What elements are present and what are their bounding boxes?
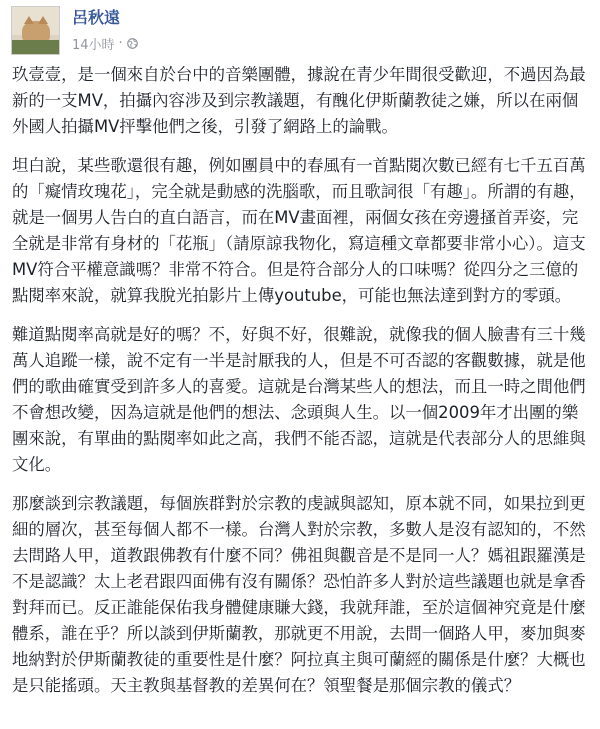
post-body (12, 62, 594, 712)
post-paragraph-3: 難道點閱率高就是好的嗎？不，好與不好，很難說，就像我的個人臉書有三十幾萬人追蹤一樣，說不定有一半是討厭我的人，但是不可否認的客觀數據，就是他們的歌曲確實受到許多人的喜愛。這就是台灣某些人的想法，而且一時之間他們不會想改變，因為這就是他們的想法、念頭與人生。以一個2009年才出團的樂團來說，有單曲的點閱率如此之高，我們不能否認，這就是代表部分人的思維與文化。 (12, 325, 586, 474)
post-header (11, 6, 138, 58)
post-paragraph-1: 玖壹壹，是一個來自於台中的音樂團體，據說在青少年間很受歡迎，不過因為最新的一支MV，拍攝內容涉及到宗教議題，有醜化伊斯蘭教徒之嫌，所以在兩個外國人拍攝MV抨擊他們之後，引發了網路上的論戰。 (12, 65, 586, 136)
post-paragraph-2: 坦白說，某些歌還很有趣，例如團員中的春風有一首點閱次數已經有七千五百萬的「癡情玫瑰花」，完全就是動感的洗腦歌，而且歌詞很「有趣」。所謂的有趣，就是一個男人告白的直白語言，而在MV畫面裡，兩個女孩在旁邊搔首弄姿，完全就是非常有身材的「花瓶」（請原諒我物化，寫這種文章都要非常小心）。這支MV符合平權意識嗎？非常不符合。但是符合部分人的口味嗎？從四分之三億的點閱率來說，就算我脫光拍影片上傳youtube，可能也無法達到對方的零頭。 (12, 156, 586, 305)
avatar[interactable] (11, 6, 60, 55)
post-time-row (72, 34, 138, 53)
post-paragraph-4: 那麼談到宗教議題，每個族群對於宗教的虔誠與認知，原本就不同，如果拉到更細的層次，甚至每個人都不一樣。台灣人對於宗教，多數人是沒有認知的，不然去問路人甲，道教跟佛教有什麼不同？佛祖與觀音是不是同一人？媽祖跟羅漢是不是認識？太上老君跟四面佛有沒有關係？恐怕許多人對於這些議題也就是拿香對拜而已。反正誰能保佑我身體健康賺大錢，我就拜誰，至於這個神究竟是什麼體系，誰在乎？所以談到伊斯蘭教，那就更不用說，去問一個路人甲，麥加與麥地納對於伊斯蘭教徒的重要性是什麼？阿拉真主與可蘭經的關係是什麼？大概也是只能搖頭。天主教與基督教的差異何在？領聖餐是那個宗教的儀式？ (12, 494, 586, 695)
post-meta (72, 6, 138, 58)
meta-separator: · (118, 36, 123, 51)
globe-icon[interactable] (127, 38, 138, 49)
author-name[interactable]: 呂秋遠 (72, 8, 121, 27)
post-timestamp[interactable]: 14小時 (72, 38, 115, 53)
